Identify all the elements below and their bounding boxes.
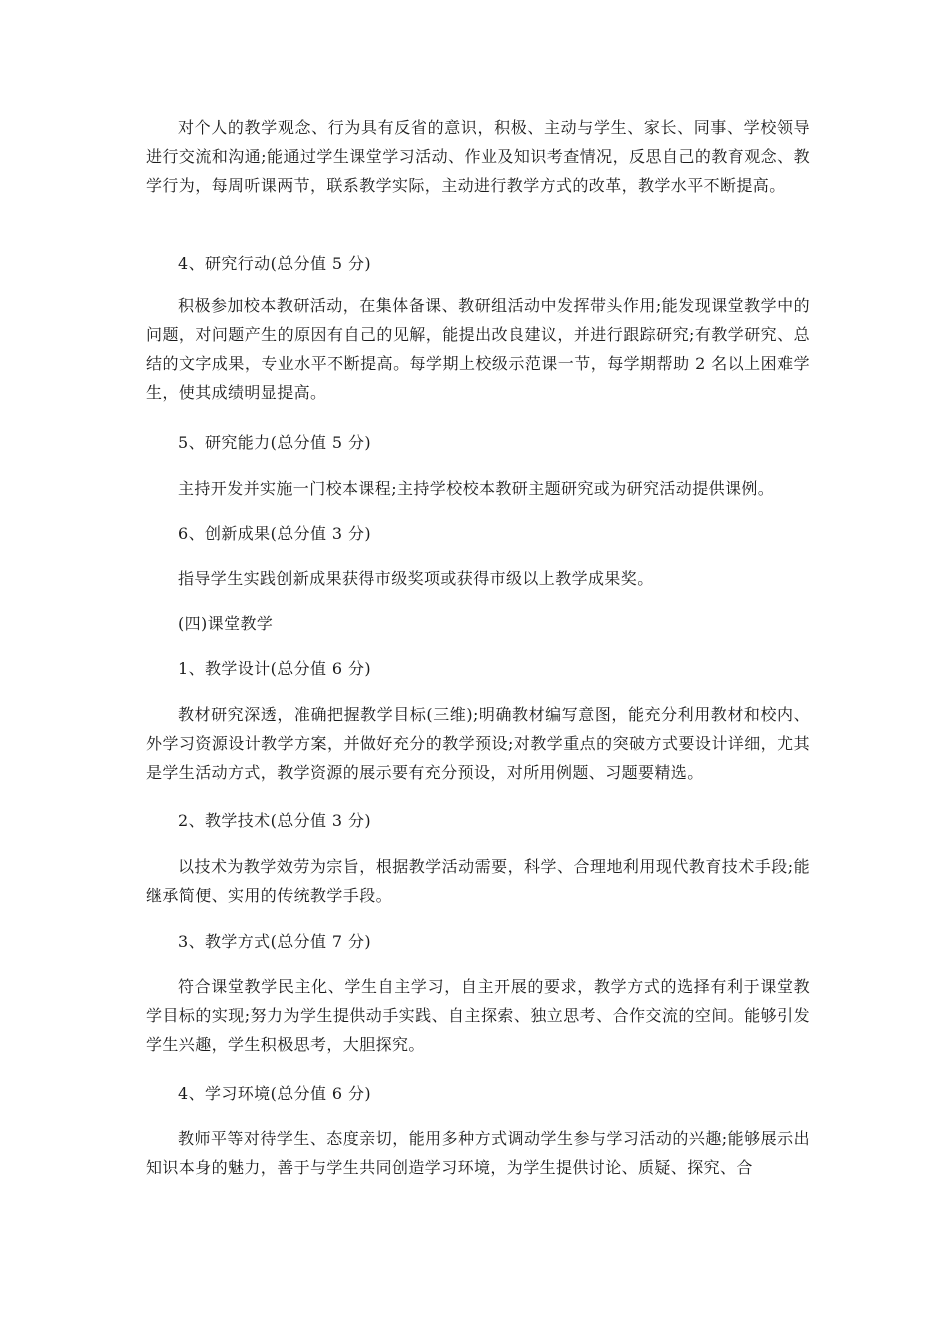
heading-learning-environment: 4、学习环境(总分值 6 分) [178, 1084, 372, 1103]
heading-teaching-design: 1、教学设计(总分值 6 分) [178, 659, 372, 678]
paragraph-innovation: 指导学生实践创新成果获得市级奖项或获得市级以上教学成果奖。 [178, 569, 654, 588]
paragraph-teaching-method: 符合课堂教学民主化、学生自主学习，自主开展的要求，教学方式的选择有利于课堂教学目标的实现;努力为学生提供动手实践、自主探索、独立思考、合作交流的空间。能够引发学生兴趣，学生积极思考，大胆探究。 [146, 977, 810, 1054]
paragraph-learning-environment: 教师平等对待学生、态度亲切，能用多种方式调动学生参与学习活动的兴趣;能够展示出知识本身的魅力，善于与学生共同创造学习环境，为学生提供讨论、质疑、探究、合 [146, 1129, 810, 1177]
heading-research-action: 4、研究行动(总分值 5 分) [178, 254, 372, 273]
paragraph-research-ability: 主持开发并实施一门校本课程;主持学校校本教研主题研究或为研究活动提供课例。 [178, 479, 775, 498]
paragraph-teaching-design: 教材研究深透，准确把握教学目标(三维);明确教材编写意图，能充分利用教材和校内、外学习资源设计教学方案，并做好充分的教学预设;对教学重点的突破方式要设计详细，尤其是学生活动方式，教学资源的展示要有充分预设，对所用例题、习题要精选。 [146, 705, 810, 782]
heading-research-ability: 5、研究能力(总分值 5 分) [178, 433, 372, 452]
paragraph-teaching-tech: 以技术为教学效劳为宗旨，根据教学活动需要，科学、合理地利用现代教育技术手段;能继承简便、实用的传统教学手段。 [146, 857, 810, 905]
heading-teaching-tech: 2、教学技术(总分值 3 分) [178, 811, 372, 830]
paragraph-research-action: 积极参加校本教研活动，在集体备课、教研组活动中发挥带头作用;能发现课堂教学中的问题，对问题产生的原因有自己的见解，能提出改良建议，并进行跟踪研究;有教学研究、总结的文字成果，专业水平不断提高。每学期上校级示范课一节，每学期帮助 2 名以上困难学生，使其成绩明显提高。 [146, 296, 810, 402]
heading-teaching-method: 3、教学方式(总分值 7 分) [178, 932, 372, 951]
paragraph-reflection: 对个人的教学观念、行为具有反省的意识，积极、主动与学生、家长、同事、学校领导进行交流和沟通;能通过学生课堂学习活动、作业及知识考查情况，反思自己的教育观念、教学行为，每周听课两节，联系教学实际，主动进行教学方式的改革，教学水平不断提高。 [146, 118, 810, 195]
heading-innovation: 6、创新成果(总分值 3 分) [178, 524, 372, 543]
heading-classroom-teaching: (四)课堂教学 [178, 614, 274, 633]
